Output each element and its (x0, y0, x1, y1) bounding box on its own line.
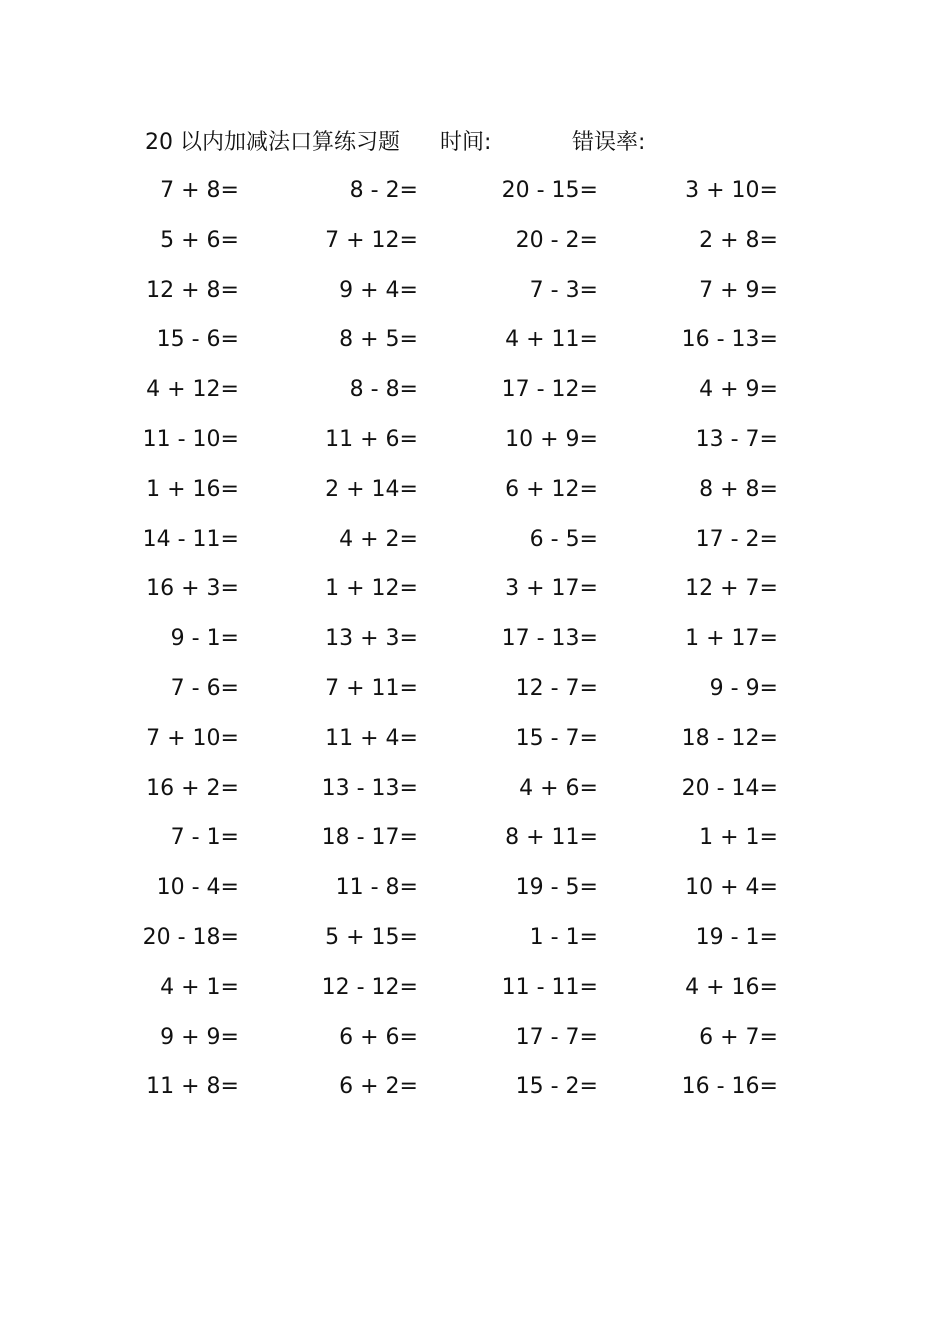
problem-cell: 12 + 7= (685, 576, 778, 602)
problem-cell: 11 + 8= (146, 1074, 239, 1100)
problem-cell: 7 + 11= (325, 675, 418, 701)
problem-row (0, 373, 950, 423)
problem-cell: 11 + 6= (325, 426, 418, 452)
problem-row (0, 174, 950, 224)
problem-cell: 14 - 11= (142, 526, 239, 552)
problem-cell: 9 - 1= (170, 626, 239, 652)
problem-row (0, 821, 950, 871)
problem-cell: 17 - 2= (695, 526, 778, 552)
problem-cell: 8 + 5= (339, 327, 418, 353)
problem-cell: 16 + 2= (146, 775, 239, 801)
problem-cell: 7 + 9= (699, 277, 778, 303)
problem-row (0, 323, 950, 373)
problem-grid (0, 174, 950, 1120)
problem-cell: 4 + 9= (699, 377, 778, 403)
problem-cell: 20 - 2= (515, 227, 598, 253)
problem-cell: 7 - 3= (529, 277, 598, 303)
problem-row (0, 672, 950, 722)
problem-cell: 16 + 3= (146, 576, 239, 602)
problem-cell: 19 - 5= (515, 875, 598, 901)
problem-cell: 11 - 8= (335, 875, 418, 901)
problem-row (0, 722, 950, 772)
problem-cell: 1 + 12= (325, 576, 418, 602)
problem-cell: 13 - 7= (695, 426, 778, 452)
problem-cell: 18 - 17= (321, 825, 418, 851)
problem-cell: 6 + 12= (505, 476, 598, 502)
problem-cell: 11 + 4= (325, 725, 418, 751)
problem-cell: 16 - 13= (681, 327, 778, 353)
problem-cell: 16 - 16= (681, 1074, 778, 1100)
problem-cell: 1 - 1= (529, 924, 598, 950)
problem-cell: 12 - 12= (321, 974, 418, 1000)
problem-cell: 13 - 13= (321, 775, 418, 801)
problem-row (0, 1021, 950, 1071)
problem-cell: 1 + 16= (146, 476, 239, 502)
time-label: 时间: (440, 130, 492, 155)
problem-cell: 11 - 10= (142, 426, 239, 452)
problem-cell: 6 + 7= (699, 1024, 778, 1050)
problem-cell: 4 + 12= (146, 377, 239, 403)
problem-cell: 19 - 1= (695, 924, 778, 950)
problem-cell: 5 + 15= (325, 924, 418, 950)
problem-cell: 8 + 11= (505, 825, 598, 851)
problem-cell: 7 - 1= (170, 825, 239, 851)
problem-cell: 7 - 6= (170, 675, 239, 701)
worksheet-title: 20 以内加减法口算练习题 (145, 130, 400, 155)
problem-cell: 4 + 2= (339, 526, 418, 552)
problem-row (0, 572, 950, 622)
problem-cell: 12 - 7= (515, 675, 598, 701)
problem-cell: 15 - 2= (515, 1074, 598, 1100)
problem-cell: 17 - 13= (501, 626, 598, 652)
problem-cell: 8 - 2= (349, 178, 418, 203)
problem-cell: 9 - 9= (709, 675, 778, 701)
problem-cell: 13 + 3= (325, 626, 418, 652)
problem-cell: 1 + 1= (699, 825, 778, 851)
problem-row (0, 224, 950, 274)
problem-cell: 11 - 11= (501, 974, 598, 1000)
problem-row (0, 274, 950, 324)
problem-cell: 8 - 8= (349, 377, 418, 403)
problem-cell: 10 + 4= (685, 875, 778, 901)
problem-cell: 10 - 4= (156, 875, 239, 901)
problem-row (0, 921, 950, 971)
problem-cell: 10 + 9= (505, 426, 598, 452)
problem-cell: 6 - 5= (529, 526, 598, 552)
problem-cell: 7 + 10= (146, 725, 239, 751)
problem-cell: 2 + 14= (325, 476, 418, 502)
problem-cell: 6 + 2= (339, 1074, 418, 1100)
problem-cell: 20 - 14= (681, 775, 778, 801)
problem-row (0, 871, 950, 921)
problem-cell: 6 + 6= (339, 1024, 418, 1050)
problem-cell: 4 + 6= (519, 775, 598, 801)
problem-cell: 4 + 16= (685, 974, 778, 1000)
problem-cell: 3 + 10= (685, 178, 778, 203)
problem-cell: 7 + 12= (325, 227, 418, 253)
problem-row (0, 971, 950, 1021)
problem-cell: 4 + 11= (505, 327, 598, 353)
error-rate-label: 错误率: (572, 130, 646, 155)
problem-row (0, 1070, 950, 1120)
problem-cell: 12 + 8= (146, 277, 239, 303)
problem-cell: 17 - 12= (501, 377, 598, 403)
problem-row (0, 772, 950, 822)
problem-row (0, 622, 950, 672)
problem-row (0, 473, 950, 523)
worksheet-header (145, 126, 845, 160)
problem-cell: 15 - 6= (156, 327, 239, 353)
problem-cell: 3 + 17= (505, 576, 598, 602)
problem-cell: 1 + 17= (685, 626, 778, 652)
problem-cell: 18 - 12= (681, 725, 778, 751)
problem-cell: 8 + 8= (699, 476, 778, 502)
problem-cell: 7 + 8= (160, 178, 239, 203)
problem-cell: 15 - 7= (515, 725, 598, 751)
problem-row (0, 423, 950, 473)
problem-row (0, 523, 950, 573)
problem-cell: 9 + 4= (339, 277, 418, 303)
problem-cell: 2 + 8= (699, 227, 778, 253)
problem-cell: 5 + 6= (160, 227, 239, 253)
problem-cell: 20 - 18= (142, 924, 239, 950)
problem-cell: 17 - 7= (515, 1024, 598, 1050)
problem-cell: 4 + 1= (160, 974, 239, 1000)
problem-cell: 20 - 15= (501, 178, 598, 203)
problem-cell: 9 + 9= (160, 1024, 239, 1050)
